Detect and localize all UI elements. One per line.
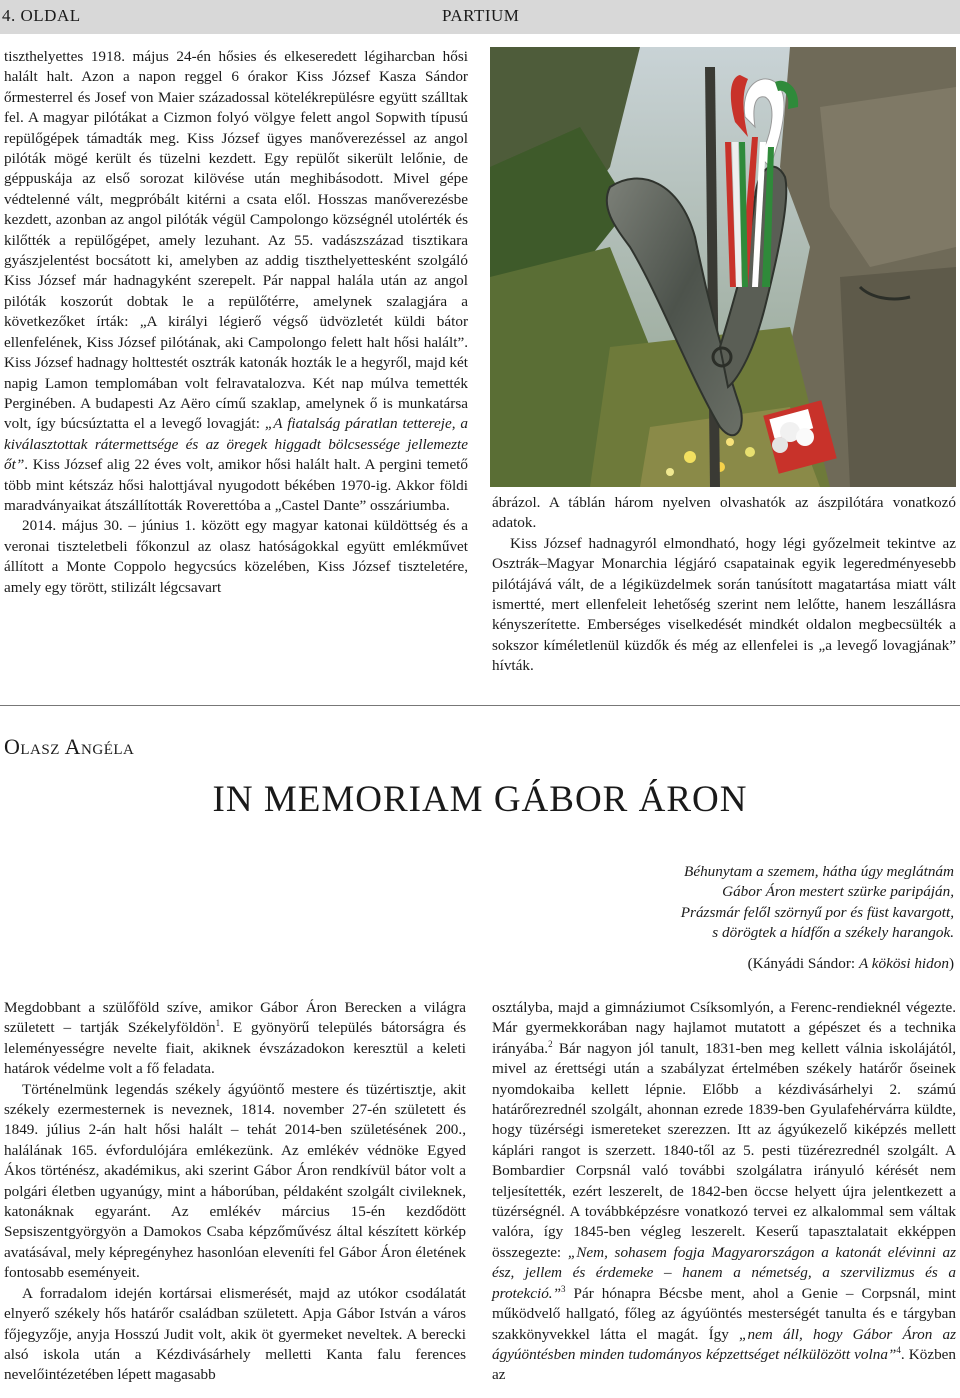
article1-column2 <box>492 493 956 677</box>
article-title: IN MEMORIAM GÁBOR ÁRON <box>212 779 748 820</box>
poem-line: Gábor Áron mestert szürke paripáján, <box>722 883 954 901</box>
article2-paragraph: osztályba, majd a gimnáziumot Csíksomlyón, a Ferenc-rendieknél végezte. Már gyermekkorában nagy hajlamot mutatott a gépészet és a technika irányába.$^2$ Bár nagyon jól tanult, 1831-ben meg kellett válnia iskolájától, mivel az érettségi után a szabályzat értelmében székely határőr őseinek nyomdokaiba kellett lépnie. Előbb a kézdivásárhelyi 2. számú határőrezrednél szolgált, ahonnan ezrede 1839-ben Gyulafehérvárra küldte, hogy tüzérségi ismereteket szerezzen. Itt az ágyúkezelő kiképzés mellett káplári rangot is szerzett. 1840-től az 5. pesti tüzérezrednél szolgált. A Bombardier Corpsnál való további szolgálatra irányuló kérését nem teljesítették, ezért leszerelt, de 1842-ben öccse helyett újra jelentkezett a tüzérségnél. A továbbképzésre vonatkozó tervei ez alkalommal sem váltak valóra, így 1845-ben végleg leszerelt. Keserű tapasztalatait ekképpen összegezte: „Nem, sohasem fogja Magyarországon a katonát elévinni az ész, jellem és érdemeke – hanem a németség, a szervilizmus és a protekció.”$^3$ Pár hónapra Bécsbe ment, ahol a Genie – Corpsnál, mint működvelő hallgató, főleg az ágyúöntés mesterségét tanulta és e tárgyban szakkönyvekkel látta el magát. Így „nem áll, hogy Gábor Áron az ágyúöntésben minden tudományos képzettséget nélkülözött volna”$^4$. Közben az <box>492 999 956 1384</box>
section-divider <box>0 705 960 706</box>
article2-column2 <box>492 998 956 1386</box>
article1-paragraph: 2014. május 30. – június 1. között egy magyar katonai küldöttség és a veronai tiszteletbeli főkonzul az olasz hatóságokkal együtt emlékművet állított a Monte Coppolo hegycsúcs közelében, Kiss József tiszteletére, amely egy törött, stilizált légcsavart <box>4 517 468 596</box>
article1-paragraph: ábrázol. A táblán három nyelven olvashatók az ászpilótára vonatkozó adatok. <box>492 494 956 532</box>
footnote-ref: 1 <box>215 1018 221 1029</box>
poem-attribution: (Kányádi Sándor: A kökösi hidon) <box>747 955 954 972</box>
poem-line: Béhunytam a szemem, hátha úgy meglátnám <box>684 863 954 880</box>
article2-column1 <box>4 998 466 1386</box>
footnote-ref: 3 <box>561 1283 566 1294</box>
footnote-ref: 4 <box>896 1344 901 1355</box>
epigraph-poem <box>580 862 954 944</box>
poem-line: s dörögtek a hídfőn a székely harangok. <box>712 924 954 942</box>
article2-paragraph: A forradalom idején kortársai elismerését, majd az utókor csodálatát elnyerő székely hős határőr családban született. Apja Gábor István a város főjegyzője, anyja Hosszú Judit volt, akik öt gyermeket neveltek. A berecki alsó iskola után a Kézdivásárhely melletti Kanta falu ferences nevelőintézetében lépett magasabb <box>4 1284 466 1384</box>
article1-paragraph: Kiss József hadnagyról elmondható, hogy légi győzelmeit tekintve az Osztrák–Magyar Monarchia légjáró csapatainak egyik legeredményesebb pilótájává vált, de a légiküzdelmek során tanúsított magatartása miatt vált ismertté, mert ellenfeleit lehetőség szerint nem lelőtte, hanem leszállásra kényszerítette. Emberséges viselkedését mindkét oldalon megbecsülték a sokszor kíméletlenül küzdők és még az ellenfelei is „a levegő lovagjának” hívták. <box>492 534 956 675</box>
footnote-ref: 2 <box>548 1038 553 1049</box>
article-author: Olasz Angéla <box>4 734 135 759</box>
poem-line: Prázsmár felől szörnyű por és füst kavargott, <box>680 903 954 921</box>
page-number: 4. OLDAL <box>2 6 81 25</box>
article2-paragraph: Megdobbant a szülőföld szíve, amikor Gábor Áron Berecken a világra született – tartják Székelyföldön$^1$. E gyönyörű település bátorságra és leleményességre nevelte fiait, akiknek évszázadokon keresztül a keleti határok védelme volt a fő feladata. <box>4 999 466 1078</box>
quote-italic: „A fiatalság páratlan tettereje, a kiválasztottak rátermettsége és az öregek higgadt bölcsessége jellemezte őt” <box>4 415 468 474</box>
article2-paragraph: Történelmünk legendás székely ágyúöntő mestere és tüzértisztje, akit székely ezermesternek is neveznek, 1814. november 27-én született és 1849. július 2-án halt hősi halált – tehát 2014-ben születésének 200., halálának 165. évfordulójára emlékezünk. Az emlékév védnöke Egyed Ákos történész, akadémikus, aki szerint Gábor Áron rendkívül bátor volt a polgári életben ugyanúgy, mint a háborúban, példaként szolgált civileknek, katonáknak egyaránt. Az emlékév március 15-én kezdődött Sepsiszentgyörgyön a Damokos Csaba képzőművész által készített körkép avatásával, mely képregényhez hasonlóan eleveníti fel Gábor Áron életének fontosabb eseményeit. <box>4 1080 466 1282</box>
quote-italic: „Nem, sohasem fogja Magyarországon a katonát elévinni az ész, jellem és érdemeke – hanem a németség, a szervilizmus és a protekció.” <box>492 1243 956 1302</box>
publication-name: PARTIUM <box>442 6 520 25</box>
quote-italic: „nem áll, hogy Gábor Áron az ágyúöntésben minden tudományos képzettséget nélkülözött volna” <box>492 1325 956 1363</box>
page-header <box>0 0 960 34</box>
memorial-photo <box>490 47 956 487</box>
article1-paragraph: tiszthelyettes 1918. május 24-én hősies és elkeseredett légiharcban hősi halált halt. Azon a napon reggel 6 órakor Kiss József Kasza Sándor őrmesterrel és Josef von Maier századossal kötelékrepülésre együtt szálltak fel. A magyar pilótákat a Cizmon folyó völgye felett angol Sopwith típusú repülőgépek támadták meg. Kiss József ügyes manőverezéssel az angol pilóták mögé került és tüzelni kezdett. Egy repülőt sikerült lelőnie, de géppuskája az első sorozat kilövése után meghibásodott. Mivel gépe védtelenné vált, megpróbált kitérni a csata elől. Hosszas manőverezésbe kezdett, azonban az angol pilóták végül Campolongo községnél utolérték és kilőtték a repülőgépet, amely lezuhant. Az 55. vadászszázad tisztikara gyászjelentést bocsátott ki, amelyben az addig tiszthelyettesként szolgáló Kiss József már hadnagyként szerepelt. Pár nappal halála után az angol pilóták koszorút dobtak le a repülőtérre, amelynek szalagjára a következőket írták: „A királyi légierő végső üdvözletét küldi bátor ellenfelének, Kiss József pilótának, aki Campolongo felett halt hősi halált”. Kiss József hadnagy holttestét osztrák katonák hozták le a hegyről, majd két napig Lamon templomában volt felravatalozva. Két nap múlva temették Perginében. A budapesti Az Aëro című szaklap, amelynek ő is munkatársa volt, így búcsúztatta el a levegő lovagját: „A fiatalság páratlan tettereje, a kiválasztottak rátermettsége és az öregek higgadt bölcsessége jellemezte őt”. Kiss József alig 22 éves volt, amikor hősi halált halt. A pergini temető több mint kétszáz hősi halottjával nyugodott békében 1970-ig. Akkor földi maradványaikat átszállították Roverettóba a „Castel Dante” osszáriumba. <box>4 48 468 514</box>
article1-column1 <box>4 47 468 598</box>
